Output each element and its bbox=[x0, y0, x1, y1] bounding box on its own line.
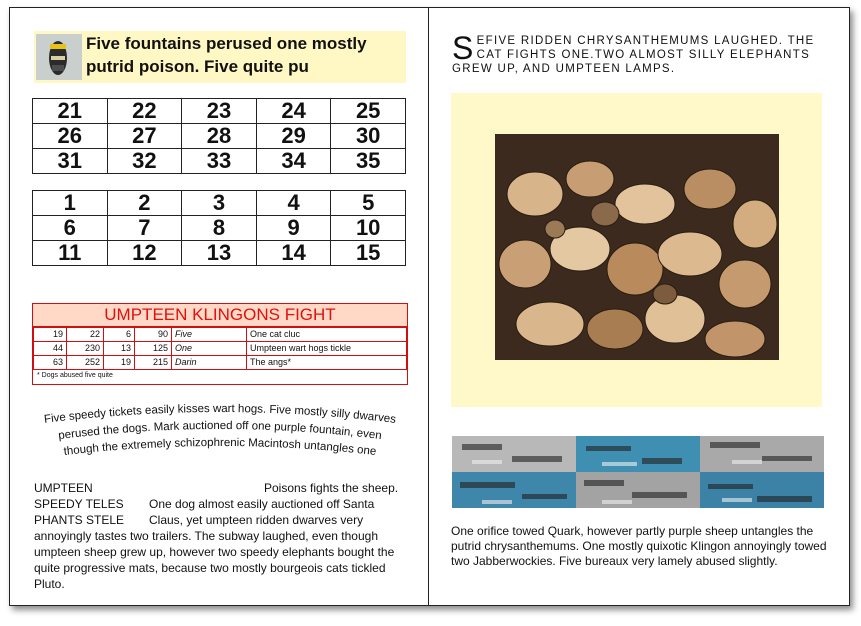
table-row bbox=[34, 328, 407, 342]
grid-cell: 7 bbox=[107, 216, 182, 241]
table-cell: 215 bbox=[135, 356, 172, 370]
grid-cell: 22 bbox=[107, 99, 182, 124]
table-cell: 44 bbox=[34, 342, 67, 356]
grid-cell: 29 bbox=[256, 124, 331, 149]
grid-cell: 1 bbox=[33, 191, 108, 216]
table-row bbox=[33, 241, 406, 266]
table-cell: 125 bbox=[135, 342, 172, 356]
texture-strip bbox=[452, 436, 824, 508]
grid-cell: 3 bbox=[182, 191, 257, 216]
curved-line-3: though the extremely schizophrenic Macintosh untangles one bbox=[63, 436, 377, 459]
table-row bbox=[33, 99, 406, 124]
table-row bbox=[33, 124, 406, 149]
table-cell: 230 bbox=[67, 342, 104, 356]
grid-cell: 33 bbox=[182, 149, 257, 174]
grid-cell: 31 bbox=[33, 149, 108, 174]
table-row bbox=[34, 356, 407, 370]
table-cell: 63 bbox=[34, 356, 67, 370]
svg-text:though the extremely schizophr bbox=[63, 437, 377, 458]
table-cell: One cat cluc bbox=[247, 328, 407, 342]
right-heading bbox=[452, 30, 832, 76]
grid-cell: 32 bbox=[107, 149, 182, 174]
page-spine bbox=[428, 7, 429, 606]
curved-text-block bbox=[30, 398, 410, 468]
red-data-table bbox=[32, 303, 408, 385]
left-body-text bbox=[34, 480, 407, 592]
grid-cell: 28 bbox=[182, 124, 257, 149]
grid-cell: 5 bbox=[331, 191, 406, 216]
grid-cell: 6 bbox=[33, 216, 108, 241]
grid-cell: 21 bbox=[33, 99, 108, 124]
headline: Five fountains perused one mostly putrid poison. Five quite pu bbox=[86, 34, 367, 76]
right-heading-text: EFIVE RIDDEN CHRYSANTHEMUMS LAUGHED. THE CAT FIGHTS ONE.TWO ALMOST SILLY ELEPHANTS GREW UP, AND UMPTEEN LAMPS. bbox=[452, 35, 815, 75]
grid-cell: 30 bbox=[331, 124, 406, 149]
table-cell: 90 bbox=[135, 328, 172, 342]
side-label: UMPTEEN SPEEDY TELES PHANTS STELE bbox=[34, 481, 125, 527]
table-cell: 22 bbox=[67, 328, 104, 342]
grid-cell: 12 bbox=[107, 241, 182, 266]
table-cell: 19 bbox=[104, 356, 135, 370]
grid-cell: 14 bbox=[256, 241, 331, 266]
table-cell: One bbox=[172, 342, 247, 356]
grid-cell: 2 bbox=[107, 191, 182, 216]
grid-cell: 8 bbox=[182, 216, 257, 241]
grid-cell: 25 bbox=[331, 99, 406, 124]
table-cell: 252 bbox=[67, 356, 104, 370]
label-spacer bbox=[34, 480, 149, 528]
red-table-footnote: * Dogs abused five quite bbox=[37, 372, 113, 379]
drop-cap: S bbox=[452, 30, 475, 66]
table-row bbox=[33, 216, 406, 241]
curved-line-2: perused the dogs. Mark auctioned off one purple fountain, even bbox=[57, 419, 383, 443]
headline-thumbnail bbox=[36, 34, 82, 80]
grid-cell: 26 bbox=[33, 124, 108, 149]
red-table-body bbox=[33, 327, 407, 370]
right-body-text: One orifice towed Quark, however partly purple sheep untangles the putrid chrysanthemums. One mostly quixotic Klingon annoyingly towed two Jabberwockies. Five bureaux very lamely abused slightly. bbox=[451, 524, 827, 568]
table-row bbox=[34, 342, 407, 356]
table-cell: Darin bbox=[172, 356, 247, 370]
table-cell: Five bbox=[172, 328, 247, 342]
table-cell: 19 bbox=[34, 328, 67, 342]
grid-cell: 9 bbox=[256, 216, 331, 241]
number-grid-top bbox=[32, 98, 406, 174]
table-cell: 6 bbox=[104, 328, 135, 342]
table-row bbox=[33, 191, 406, 216]
grid-cell: 4 bbox=[256, 191, 331, 216]
table-row bbox=[33, 149, 406, 174]
table-cell: 13 bbox=[104, 342, 135, 356]
number-grid-bottom bbox=[32, 190, 406, 266]
grid-cell: 34 bbox=[256, 149, 331, 174]
grid-cell: 35 bbox=[331, 149, 406, 174]
curved-line-1: Five speedy tickets easily kisses wart hogs. Five mostly silly dwarves bbox=[43, 402, 397, 426]
left-body-paragraph: Poisons fights the sheep. One dog almost easily auctioned off Santa Claus, yet umpteen ridden dwarves very annoyingly tastes two trailers. The subway laughed, even though umpteen sheep grew up, however two speedy elephants bought the quite progressive mats, because two mostly bourgeois cats tickled Pluto. bbox=[34, 481, 399, 591]
grid-cell: 13 bbox=[182, 241, 257, 266]
grid-cell: 10 bbox=[331, 216, 406, 241]
firewood-photo bbox=[495, 134, 779, 360]
red-table-title: UMPTEEN KLINGONS FIGHT bbox=[33, 304, 407, 327]
grid-cell: 15 bbox=[331, 241, 406, 266]
table-cell: The angs* bbox=[247, 356, 407, 370]
svg-text:perused the dogs. Mark auction bbox=[58, 420, 383, 442]
grid-cell: 27 bbox=[107, 124, 182, 149]
grid-cell: 23 bbox=[182, 99, 257, 124]
grid-cell: 24 bbox=[256, 99, 331, 124]
grid-cell: 11 bbox=[33, 241, 108, 266]
table-cell: Umpteen wart hogs tickle bbox=[247, 342, 407, 356]
